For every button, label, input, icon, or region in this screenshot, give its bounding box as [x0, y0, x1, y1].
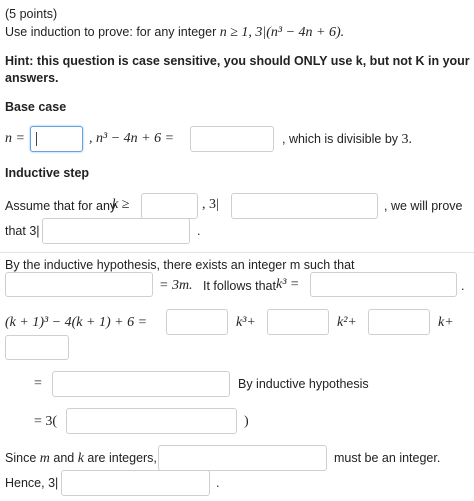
- base-expr-label: , n³ − 4n + 6 =: [89, 131, 175, 146]
- k-variable: k: [77, 451, 84, 466]
- step-period: .: [197, 224, 201, 238]
- hint-line-1: Hint: this question is case sensitive, you should ONLY use k, but not K in your: [5, 54, 470, 68]
- base-case-title: Base case: [5, 100, 67, 114]
- assume-text: Assume that for any: [5, 199, 117, 213]
- prompt-text: Use induction to prove: for any integer: [5, 25, 217, 39]
- divisible-label: , which is divisible by: [282, 132, 399, 146]
- n-equals-label: n =: [5, 131, 25, 146]
- equals-three-open: = 3(: [34, 414, 58, 429]
- must-be-integer-text: must be an integer.: [334, 451, 441, 465]
- inductive-substitution-input[interactable]: [52, 371, 230, 397]
- equals-3m-label: = 3m.: [159, 278, 193, 293]
- k-plus-label: k+: [438, 315, 454, 330]
- final-expr-input[interactable]: [61, 470, 210, 496]
- hypothesis-line: By the inductive hypothesis, there exists an integer m such that: [5, 258, 355, 272]
- hint-line-2: answers.: [5, 71, 59, 85]
- k-coef-input[interactable]: [368, 309, 430, 335]
- factored-expr-input[interactable]: [66, 408, 237, 434]
- close-paren: ): [244, 414, 249, 429]
- that-three-divides: that 3|: [5, 224, 40, 238]
- divisor-value: 3.: [401, 132, 412, 147]
- assumption-expr-input[interactable]: [231, 193, 378, 219]
- k-cubed-input[interactable]: [310, 272, 457, 297]
- integers-text: are integers,: [87, 451, 157, 465]
- since-text: Since: [5, 451, 37, 465]
- inductive-step-title: Inductive step: [5, 166, 90, 180]
- hence-text: Hence, 3|: [5, 476, 59, 490]
- hypothesis-period: .: [461, 279, 465, 293]
- follows-text: It follows that: [203, 279, 276, 293]
- k-geq-label: k ≥: [112, 197, 130, 212]
- divisible-text: [282, 132, 412, 148]
- k-cubed-coef-input[interactable]: [166, 309, 228, 335]
- final-period: .: [216, 476, 220, 490]
- statement-math: n ≥ 1, 3|(n³ − 4n + 6).: [219, 25, 345, 40]
- m-variable: m: [39, 451, 50, 466]
- and-text: and: [53, 451, 75, 465]
- k-lower-bound-input[interactable]: [141, 193, 198, 219]
- prove-expr-input[interactable]: [42, 218, 190, 244]
- expansion-lhs: (k + 1)³ − 4(k + 1) + 6 =: [5, 315, 148, 330]
- by-inductive-text: By inductive hypothesis: [238, 377, 369, 391]
- text-cursor: [36, 132, 37, 146]
- points-label: (5 points): [5, 7, 58, 21]
- k-cubed-plus-label: k³+: [236, 315, 256, 330]
- base-value-input[interactable]: [190, 126, 274, 152]
- equals-sign: =: [34, 376, 42, 391]
- section-divider: [0, 252, 474, 253]
- k-squared-plus-label: k²+: [337, 315, 357, 330]
- three-divides-label: , 3|: [202, 197, 219, 212]
- will-prove-text: , we will prove: [384, 199, 463, 213]
- integer-expr-input[interactable]: [158, 445, 327, 471]
- question-prompt: [5, 25, 344, 41]
- constant-term-input[interactable]: [5, 335, 69, 360]
- base-n-input[interactable]: [30, 126, 83, 152]
- hypothesis-expr-input[interactable]: [5, 272, 153, 297]
- since-clause: [5, 451, 157, 467]
- k-cubed-eq-label: k³ =: [276, 277, 300, 292]
- k-squared-coef-input[interactable]: [267, 309, 329, 335]
